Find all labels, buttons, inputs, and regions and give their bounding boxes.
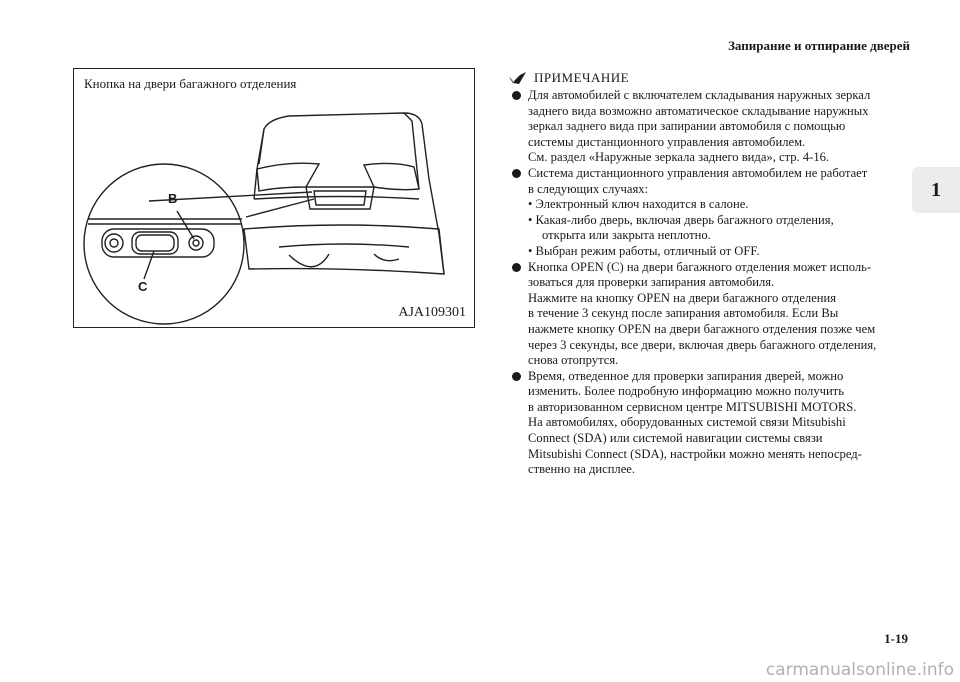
note-line: Connect (SDA) или системой навигации системы связи <box>528 431 823 446</box>
page-header: Запирание и отпирание дверей <box>728 38 910 53</box>
note-line: изменить. Более подробную информацию можно получить <box>528 384 844 399</box>
chapter-tab: 1 <box>912 167 960 213</box>
note-line: ственно на дисплее. <box>528 462 636 477</box>
note-checkmark-icon <box>508 70 528 86</box>
note-line: Кнопка OPEN (C) на двери багажного отделения может исполь- <box>528 259 872 274</box>
note-line: На автомобилях, оборудованных системой связи Mitsubishi <box>528 415 846 430</box>
note-header <box>508 70 912 86</box>
figure-code: AJA109301 <box>398 305 466 320</box>
note-line: Нажмите на кнопку OPEN на двери багажного отделения <box>528 290 837 305</box>
note-line: через 3 секунды, все двери, включая дверь багажного отделения, <box>528 337 877 352</box>
note-line: зоваться для проверки запирания автомобиля. <box>528 275 775 290</box>
bullet-icon <box>512 169 521 178</box>
figure-caption: Кнопка на двери багажного отделения <box>84 76 297 91</box>
note-title: ПРИМЕЧАНИЕ <box>534 70 630 86</box>
note-line: в следующих случаях: <box>528 181 649 196</box>
note-item <box>508 88 912 166</box>
note-item <box>508 166 912 260</box>
note-item <box>508 260 912 369</box>
figure-trunk-button <box>73 68 475 328</box>
label-c: C <box>138 279 148 294</box>
trunk-button-illustration <box>74 69 474 327</box>
note-line: См. раздел «Наружные зеркала заднего вида», стр. 4-16. <box>528 150 830 165</box>
page-number: 1-19 <box>884 631 908 646</box>
note-block <box>508 70 912 478</box>
bullet-icon <box>512 372 521 381</box>
label-b: B <box>168 191 178 206</box>
note-line: зеркал заднего вида при запирании автомобиля с помощью <box>528 119 846 134</box>
note-line: Время, отведенное для проверки запирания дверей, можно <box>528 368 844 383</box>
note-line: нажмете кнопку OPEN на двери багажного отделения позже чем <box>528 321 876 336</box>
note-line: в течение 3 секунд после запирания автомобиля. Если Вы <box>528 306 839 321</box>
note-line: в авторизованном сервисном центре MITSUBISHI MOTORS. <box>528 399 857 414</box>
bullet-icon <box>512 263 521 272</box>
note-subitem: • Электронный ключ находится в салоне. <box>528 197 749 212</box>
note-line: снова отопрутся. <box>528 353 619 368</box>
note-item <box>508 369 912 478</box>
note-line: Mitsubishi Connect (SDA), настройки можно менять непосред- <box>528 446 862 461</box>
note-line: Система дистанционного управления автомобилем не работает <box>528 165 868 180</box>
note-line: заднего вида возможно автоматическое складывание наружных <box>528 103 869 118</box>
note-subitem-cont: открыта или закрыта неплотно. <box>542 228 711 243</box>
note-subitem: • Выбран режим работы, отличный от OFF. <box>528 243 760 258</box>
note-subitem: • Какая-либо дверь, включая дверь багажного отделения, <box>528 212 834 227</box>
note-line: системы дистанционного управления автомобилем. <box>528 134 806 149</box>
note-line: Для автомобилей с включателем складывания наружных зеркал <box>528 88 871 102</box>
bullet-icon <box>512 91 521 100</box>
watermark: carmanualsonline.info <box>765 660 954 680</box>
